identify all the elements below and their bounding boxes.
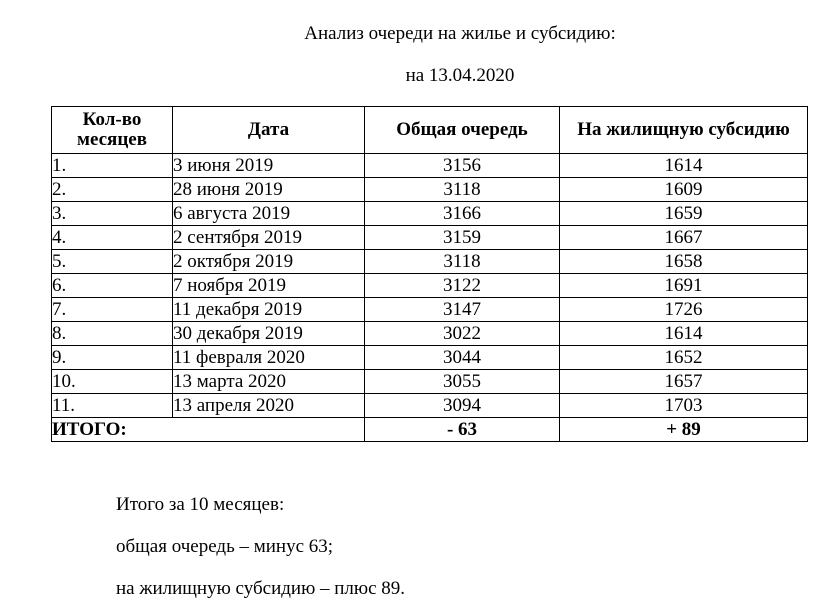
row-subsidy: 1691 [560, 274, 808, 298]
row-total-queue: 3159 [365, 226, 560, 250]
table-body [52, 154, 808, 418]
row-number: 7. [52, 298, 173, 322]
row-number: 6. [52, 274, 173, 298]
row-number: 5. [52, 250, 173, 274]
row-total-queue: 3094 [365, 394, 560, 418]
table-row [52, 178, 808, 202]
row-subsidy: 1703 [560, 394, 808, 418]
table-row [52, 370, 808, 394]
table-header-row [52, 107, 808, 154]
row-date: 6 августа 2019 [173, 202, 365, 226]
row-date: 11 декабря 2019 [173, 298, 365, 322]
row-subsidy: 1652 [560, 346, 808, 370]
document-date: на 13.04.2020 [405, 65, 515, 86]
row-subsidy: 1614 [560, 322, 808, 346]
queue-table [51, 106, 808, 442]
row-date: 30 декабря 2019 [173, 322, 365, 346]
row-total-queue: 3118 [365, 178, 560, 202]
row-subsidy: 1609 [560, 178, 808, 202]
table-row [52, 394, 808, 418]
row-date: 13 марта 2020 [173, 370, 365, 394]
row-date: 28 июня 2019 [173, 178, 365, 202]
row-number: 11. [52, 394, 173, 418]
row-subsidy: 1667 [560, 226, 808, 250]
summary-heading: Итого за 10 месяцев: [116, 494, 285, 515]
table-row [52, 202, 808, 226]
row-subsidy: 1614 [560, 154, 808, 178]
row-total-queue: 3147 [365, 298, 560, 322]
row-date: 2 сентября 2019 [173, 226, 365, 250]
column-header-total-queue: Общая очередь [365, 107, 560, 154]
table-row [52, 346, 808, 370]
total-label: ИТОГО: [52, 418, 365, 442]
table-row [52, 322, 808, 346]
total-queue-change: - 63 [365, 418, 560, 442]
total-row [52, 418, 808, 442]
row-date: 3 июня 2019 [173, 154, 365, 178]
total-subsidy-change: + 89 [560, 418, 808, 442]
table-row [52, 298, 808, 322]
row-date: 2 октября 2019 [173, 250, 365, 274]
row-subsidy: 1726 [560, 298, 808, 322]
document-title: Анализ очереди на жилье и субсидию: [304, 23, 616, 44]
row-total-queue: 3156 [365, 154, 560, 178]
column-header-date: Дата [173, 107, 365, 154]
table-row [52, 226, 808, 250]
row-total-queue: 3118 [365, 250, 560, 274]
summary-queue-line: общая очередь – минус 63; [116, 536, 334, 557]
row-date: 7 ноября 2019 [173, 274, 365, 298]
row-number: 9. [52, 346, 173, 370]
row-number: 10. [52, 370, 173, 394]
row-date: 13 апреля 2020 [173, 394, 365, 418]
row-total-queue: 3055 [365, 370, 560, 394]
table-row [52, 154, 808, 178]
row-total-queue: 3044 [365, 346, 560, 370]
row-subsidy: 1658 [560, 250, 808, 274]
row-total-queue: 3166 [365, 202, 560, 226]
row-subsidy: 1659 [560, 202, 808, 226]
table-row [52, 274, 808, 298]
row-total-queue: 3122 [365, 274, 560, 298]
row-subsidy: 1657 [560, 370, 808, 394]
column-header-subsidy: На жилищную субсидию [560, 107, 808, 154]
column-header-months: Кол-во месяцев [52, 107, 173, 154]
summary-subsidy-line: на жилищную субсидию – плюс 89. [116, 578, 406, 599]
row-date: 11 февраля 2020 [173, 346, 365, 370]
row-total-queue: 3022 [365, 322, 560, 346]
table-row [52, 250, 808, 274]
row-number: 3. [52, 202, 173, 226]
row-number: 1. [52, 154, 173, 178]
row-number: 8. [52, 322, 173, 346]
row-number: 2. [52, 178, 173, 202]
row-number: 4. [52, 226, 173, 250]
